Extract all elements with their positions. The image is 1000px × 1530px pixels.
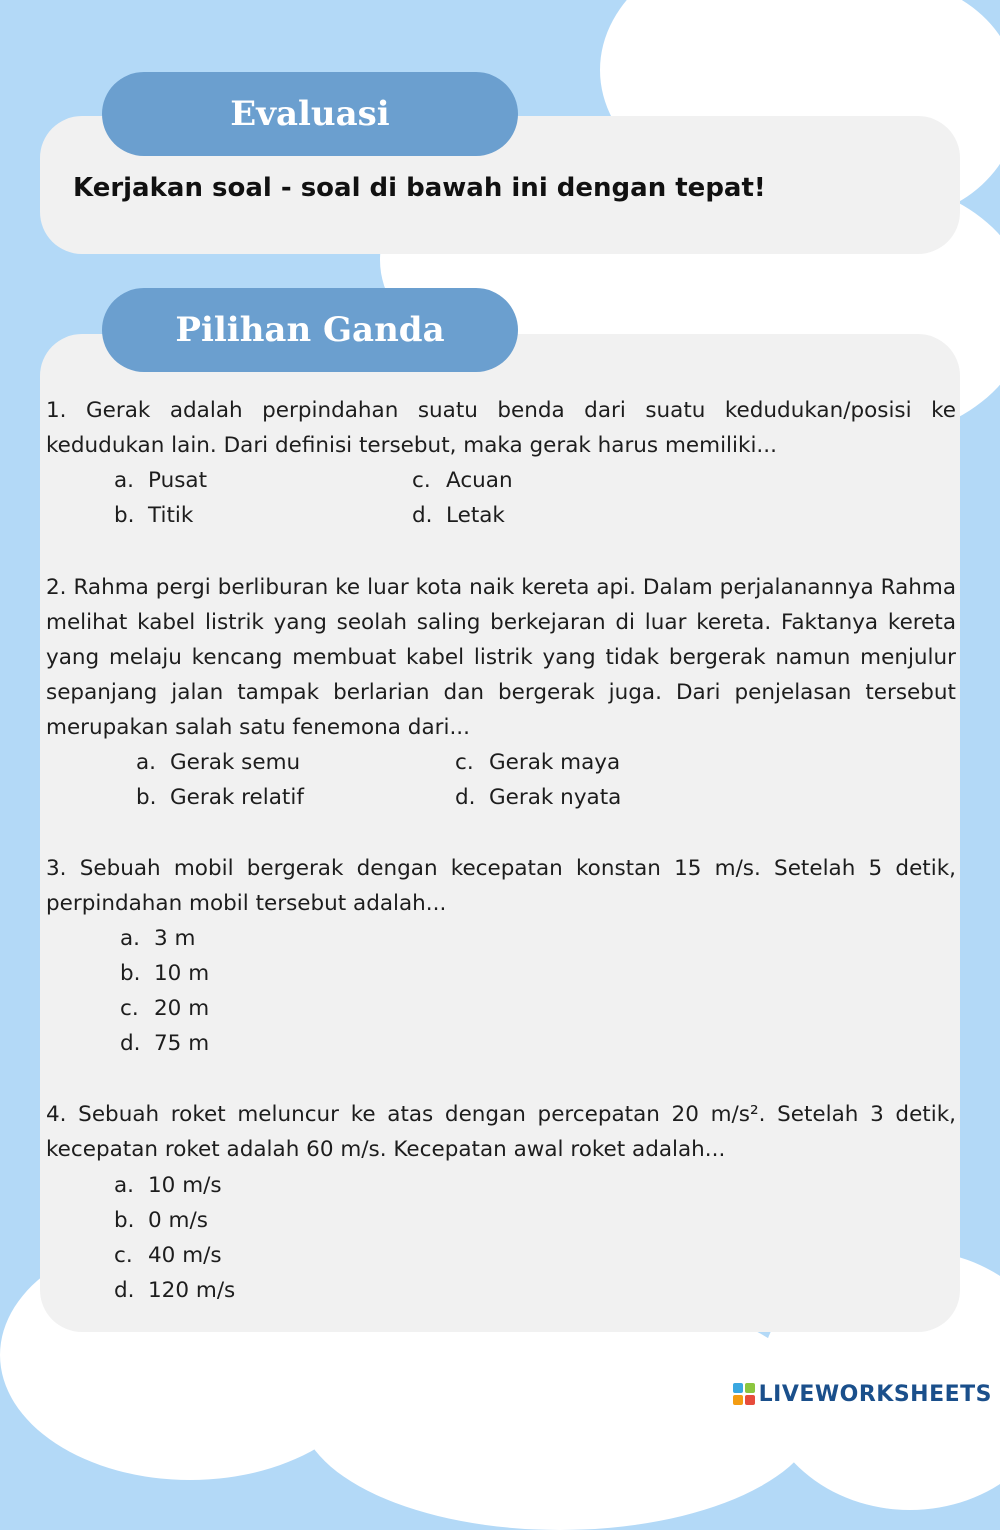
- option-c[interactable]: c. 20 m: [120, 996, 210, 1021]
- option-a[interactable]: a. 3 m: [120, 926, 196, 951]
- liveworksheets-brand-text: LIVEWORKSHEETS: [758, 1381, 992, 1407]
- option-a[interactable]: a. 10 m/s: [114, 1173, 222, 1198]
- option-d[interactable]: d. 120 m/s: [114, 1278, 236, 1303]
- question-text: 3. Sebuah mobil bergerak dengan kecepatan konstan 15 m/s. Setelah 5 detik, perpindahan mobil tersebut adalah...: [46, 856, 956, 916]
- question-text: 1. Gerak adalah perpindahan suatu benda dari suatu kedudukan/posisi ke kedudukan lain. Dari definisi tersebut, maka gerak harus memiliki...: [46, 398, 956, 458]
- option-b[interactable]: b. 10 m: [120, 961, 210, 986]
- option-d[interactable]: d. Letak: [412, 503, 505, 528]
- instruction-text: Kerjakan soal - soal di bawah ini dengan tepat!: [73, 173, 766, 203]
- liveworksheets-logo[interactable]: [733, 1379, 992, 1409]
- option-a[interactable]: a. Gerak semu: [136, 750, 301, 775]
- option-c[interactable]: c. Gerak maya: [455, 750, 621, 775]
- question-4: [46, 1097, 956, 1167]
- option-c[interactable]: c. 40 m/s: [114, 1243, 222, 1268]
- option-d[interactable]: d. Gerak nyata: [455, 785, 622, 810]
- evaluation-title: Evaluasi: [102, 72, 518, 156]
- option-a[interactable]: a. Pusat: [114, 468, 208, 493]
- question-1: [46, 393, 956, 463]
- option-b[interactable]: b. Gerak relatif: [136, 785, 304, 810]
- section-title: Pilihan Ganda: [102, 288, 518, 372]
- option-d[interactable]: d. 75 m: [120, 1031, 210, 1056]
- liveworksheets-logo-icon: [733, 1383, 755, 1405]
- option-c[interactable]: c. Acuan: [412, 468, 513, 493]
- question-2: [46, 570, 956, 745]
- question-text: 4. Sebuah roket meluncur ke atas dengan percepatan 20 m/s². Setelah 3 detik, kecepatan roket adalah 60 m/s. Kecepatan awal roket adalah...: [46, 1102, 956, 1162]
- option-b[interactable]: b. 0 m/s: [114, 1208, 208, 1233]
- question-text: 2. Rahma pergi berliburan ke luar kota naik kereta api. Dalam perjalanannya Rahma melihat kabel listrik yang seolah saling berkejaran di luar kereta. Faktanya kereta yang melaju kencang membuat kabel listrik yang tidak bergerak namun menjulur sepanjang jalan tampak berlarian dan bergerak juga. Dari penjelasan tersebut merupakan salah satu fenemona dari...: [46, 575, 956, 740]
- question-3: [46, 851, 956, 921]
- option-b[interactable]: b. Titik: [114, 503, 194, 528]
